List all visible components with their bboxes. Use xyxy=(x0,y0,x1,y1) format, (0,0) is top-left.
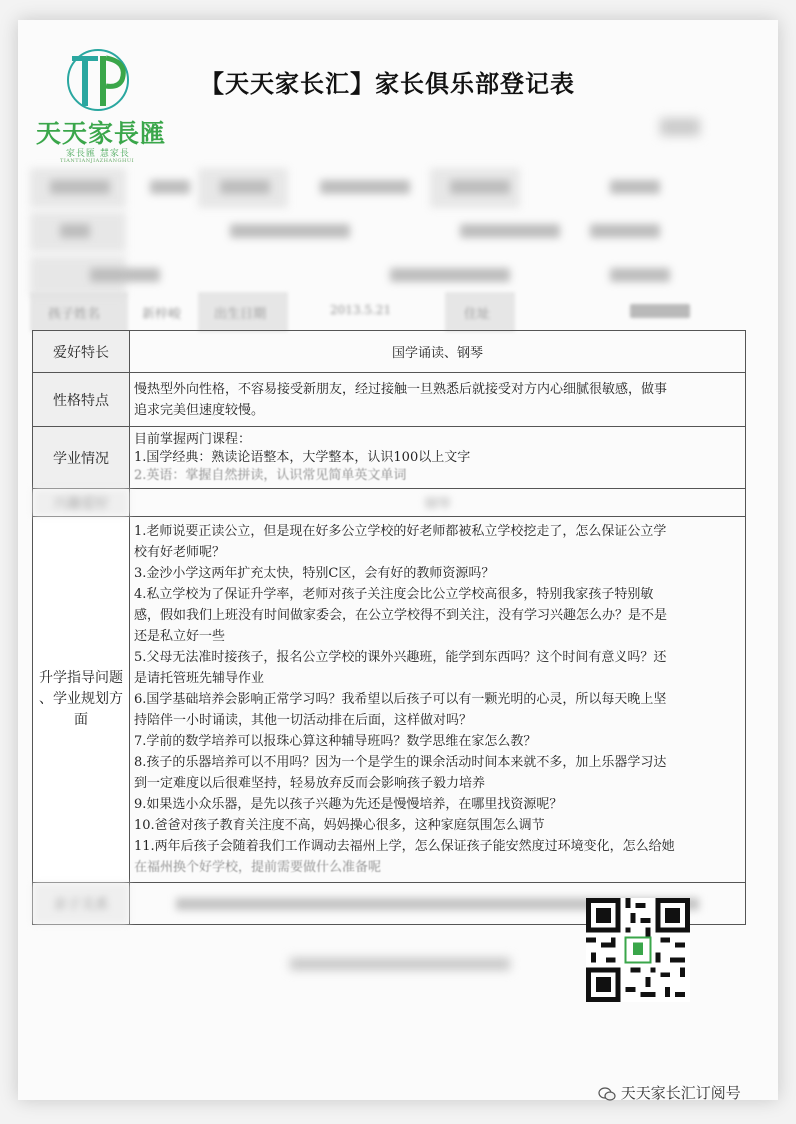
study-label: 学业情况 xyxy=(33,427,130,489)
question-line: 到一定难度以后很难坚持，轻易放弃反而会影响孩子毅力培养 xyxy=(134,776,486,791)
questions-label-line: 、学业规划方 xyxy=(39,691,123,707)
hobby-value: 国学诵读、钢琴 xyxy=(130,331,746,373)
child-name-value: 新梓峻 xyxy=(142,307,182,322)
question-line: 感，假如我们上班没有时间做家委会，在公立学校得不到关注，没有学习兴趣怎么办？是不是 xyxy=(134,608,668,623)
question-line: 1.老师说要正读公立，但是现在好多公立学校的好老师都被私立学校挖走了，怎么保证公立学 xyxy=(134,524,667,539)
question-line: 9.如果选小众乐器，是先以孩子兴趣为先还是慢慢培养，在哪里找资源呢？ xyxy=(134,797,563,812)
blurred-parent-row-1 xyxy=(30,168,750,208)
question-line: 7.学前的数学培养可以报珠心算这种辅导班吗？数学思维在家怎么教？ xyxy=(134,734,537,749)
child-name-label: 孩子姓名 xyxy=(48,307,101,322)
blurred-label: 兴趣爱好 xyxy=(33,489,130,517)
question-line: 8.孩子的乐器培养可以不用吗？因为一个是学生的课余活动时间本来就不多，加上乐器学习达 xyxy=(134,755,667,770)
logo-slogan: 家長匯 慧家長 xyxy=(66,149,130,159)
question-line: 还是私立好一些 xyxy=(134,629,226,644)
birth-date-label: 出生日期 xyxy=(214,307,267,322)
question-line: 11.两年后孩子会随着我们工作调动去福州上学，怎么保证孩子能安然度过环境变化，怎么给她 xyxy=(134,839,675,854)
study-line: 目前掌握两门课程： xyxy=(134,431,252,447)
question-line: 10.爸爸对孩子教育关注度不高，妈妈操心很多，这种家庭氛围怎么调节 xyxy=(134,818,545,833)
study-line: 1.国学经典：熟读论语整本，大学整本，认识100以上文字 xyxy=(134,449,471,465)
personality-label: 性格特点 xyxy=(33,373,130,427)
qr-code-icon xyxy=(586,898,690,1002)
study-value xyxy=(130,427,746,489)
child-info-row xyxy=(30,292,750,332)
personality-line: 追求完美但速度较慢。 xyxy=(134,402,265,418)
logo-wordmark: 天天家長匯 xyxy=(36,119,167,148)
questions-list xyxy=(130,517,746,883)
question-line: 6.国学基础培养会影响正常学习吗？我希望以后孩子可以有一颗光明的心灵，所以每天晚上坚 xyxy=(134,692,667,707)
blurred-value: 钢琴 xyxy=(130,489,746,517)
question-line: 校有好老师呢？ xyxy=(134,545,226,560)
blurred-parent-row-3 xyxy=(30,256,750,296)
blurred-parent-row-2 xyxy=(30,212,750,252)
study-line: 2.英语：掌握自然拼读，认识常见简单英文单词 xyxy=(134,467,407,483)
questions-label xyxy=(33,517,130,883)
question-line: 持陪伴一小时诵读，其他一切活动排在后面，这样做对吗？ xyxy=(134,713,473,728)
birth-date-value: 2013.5.21 xyxy=(330,303,392,317)
blurred-footer-text xyxy=(290,958,510,970)
question-line: 在福州换个好学校，提前需要做什么准备呢 xyxy=(134,860,382,875)
grade-label: 住址 xyxy=(464,307,491,322)
wechat-watermark xyxy=(598,1082,741,1103)
form-title: 【天天家长汇】家长俱乐部登记表 xyxy=(200,70,575,98)
question-line: 5.父母无法准时接孩子，报名公立学校的课外兴趣班，能学到东西吗？这个时间有意义吗？还 xyxy=(134,650,667,665)
hobby-label: 爱好特长 xyxy=(33,331,130,373)
personality-line: 慢热型外向性格，不容易接受新朋友，经过接触一旦熟悉后就接受对方内心细腻很敏感，做事 xyxy=(134,381,668,397)
personality-value xyxy=(130,373,746,427)
questions-label-line: 升学指导问题 xyxy=(39,670,123,686)
parent-relation-label: 亲子关系 xyxy=(33,883,130,925)
logo-pinyin: TIANTIANJIAZHANGHUI xyxy=(60,158,135,164)
registration-table xyxy=(32,330,746,925)
watermark-text: 天天家长汇订阅号 xyxy=(620,1084,741,1102)
questions-label-line: 面 xyxy=(74,712,88,728)
question-line: 3.金沙小学这两年扩充太快，特别C区，会有好的教师资源吗？ xyxy=(134,566,495,581)
wechat-icon xyxy=(598,1087,616,1101)
question-line: 是请托管班先辅导作业 xyxy=(134,671,265,686)
question-line: 4.私立学校为了保证升学率，老师对孩子关注度会比公立学校高很多，特别我家孩子特别敏 xyxy=(134,587,654,602)
blurred-stamp xyxy=(660,118,700,136)
